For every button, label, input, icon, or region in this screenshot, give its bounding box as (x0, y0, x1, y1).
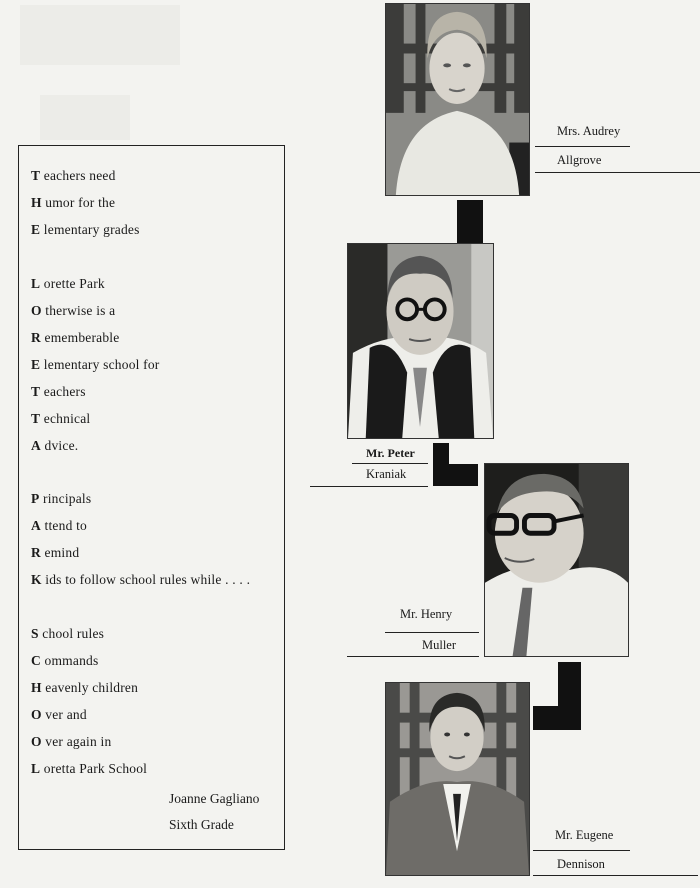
poem-text: eachers (43, 384, 86, 399)
poem-line (31, 680, 138, 696)
teacher-first-name: Mr. Henry (400, 607, 453, 621)
poem-line (31, 222, 140, 238)
poem-initial: L (31, 276, 41, 291)
poem-line (31, 195, 115, 211)
teacher-first-name: Mr. Eugene (555, 828, 614, 842)
caption-rule (533, 875, 698, 876)
poem-line (31, 545, 79, 561)
caption-rule (347, 656, 479, 657)
poem-text: ver again in (45, 734, 112, 749)
poem-initial: A (31, 518, 41, 533)
connector-block (457, 200, 483, 244)
poem-initial: T (31, 168, 41, 183)
teacher-last-name: Dennison (557, 857, 605, 871)
poem-initial: R (31, 545, 41, 560)
poem-text: oretta Park School (43, 761, 148, 776)
poem-text: eavenly children (45, 680, 139, 695)
poem-author: Joanne Gagliano (169, 791, 260, 806)
poem-text: ver and (45, 707, 87, 722)
poem-line (31, 572, 250, 588)
teacher-first-name: Mrs. Audrey (557, 124, 621, 138)
teacher-first-name: Mr. Peter (366, 446, 415, 460)
poem-text: emind (44, 545, 80, 560)
poem-text: ommands (44, 653, 99, 668)
poem-line (31, 491, 91, 507)
poem-initial: R (31, 330, 41, 345)
poem-line (31, 303, 115, 319)
poem-initial: H (31, 195, 42, 210)
poem-line (31, 653, 98, 669)
poem-initial: E (31, 222, 41, 237)
connector-block (533, 706, 581, 730)
poem-text: ttend to (44, 518, 88, 533)
poem-text: orette Park (43, 276, 105, 291)
teacher-photo-dennison (385, 682, 530, 876)
poem-text: ememberable (44, 330, 120, 345)
poem-line (31, 276, 105, 292)
caption-rule (535, 146, 630, 147)
poem-text: dvice. (44, 438, 79, 453)
poem-line (31, 626, 104, 642)
teacher-photo-muller (484, 463, 629, 657)
poem-text: chool rules (42, 626, 105, 641)
poem-box (18, 145, 285, 850)
poem-initial: O (31, 303, 42, 318)
poem-initial: H (31, 680, 42, 695)
poem-line (31, 734, 111, 750)
poem-grade: Sixth Grade (169, 817, 234, 832)
poem-line (31, 707, 87, 723)
poem-line (31, 761, 147, 777)
poem-text: lementary grades (43, 222, 140, 237)
poem-line (31, 357, 160, 373)
poem-line (31, 411, 90, 427)
poem-text: therwise is a (45, 303, 116, 318)
caption-rule (352, 463, 428, 464)
poem-text: lementary school for (43, 357, 160, 372)
poem-initial: T (31, 411, 41, 426)
connector-block (433, 464, 478, 486)
poem-initial: A (31, 438, 41, 453)
caption-rule (385, 632, 479, 633)
poem-initial: O (31, 734, 42, 749)
caption-rule (533, 850, 630, 851)
background-texture (20, 5, 180, 65)
poem-initial: E (31, 357, 41, 372)
teacher-last-name: Kraniak (366, 467, 407, 481)
poem-line (31, 384, 86, 400)
poem-initial: P (31, 491, 40, 506)
poem-initial: K (31, 572, 42, 587)
caption-rule (535, 172, 700, 173)
poem-line (31, 518, 87, 534)
teacher-last-name: Muller (422, 638, 457, 652)
poem-initial: T (31, 384, 41, 399)
poem-initial: O (31, 707, 42, 722)
poem-text: umor for the (45, 195, 116, 210)
poem-text: ids to follow school rules while . . . . (45, 572, 251, 587)
poem-line (31, 168, 116, 184)
poem-line (31, 330, 119, 346)
background-texture (40, 95, 130, 140)
poem-text: echnical (43, 411, 91, 426)
teacher-photo-kraniak (347, 243, 494, 439)
poem-initial: C (31, 653, 41, 668)
poem-line (31, 438, 78, 454)
poem-text: rincipals (43, 491, 92, 506)
poem-text: eachers need (43, 168, 116, 183)
teacher-last-name: Allgrove (557, 153, 602, 167)
caption-rule (310, 486, 428, 487)
teacher-photo-allgrove (385, 3, 530, 196)
poem-initial: L (31, 761, 41, 776)
poem-initial: S (31, 626, 39, 641)
